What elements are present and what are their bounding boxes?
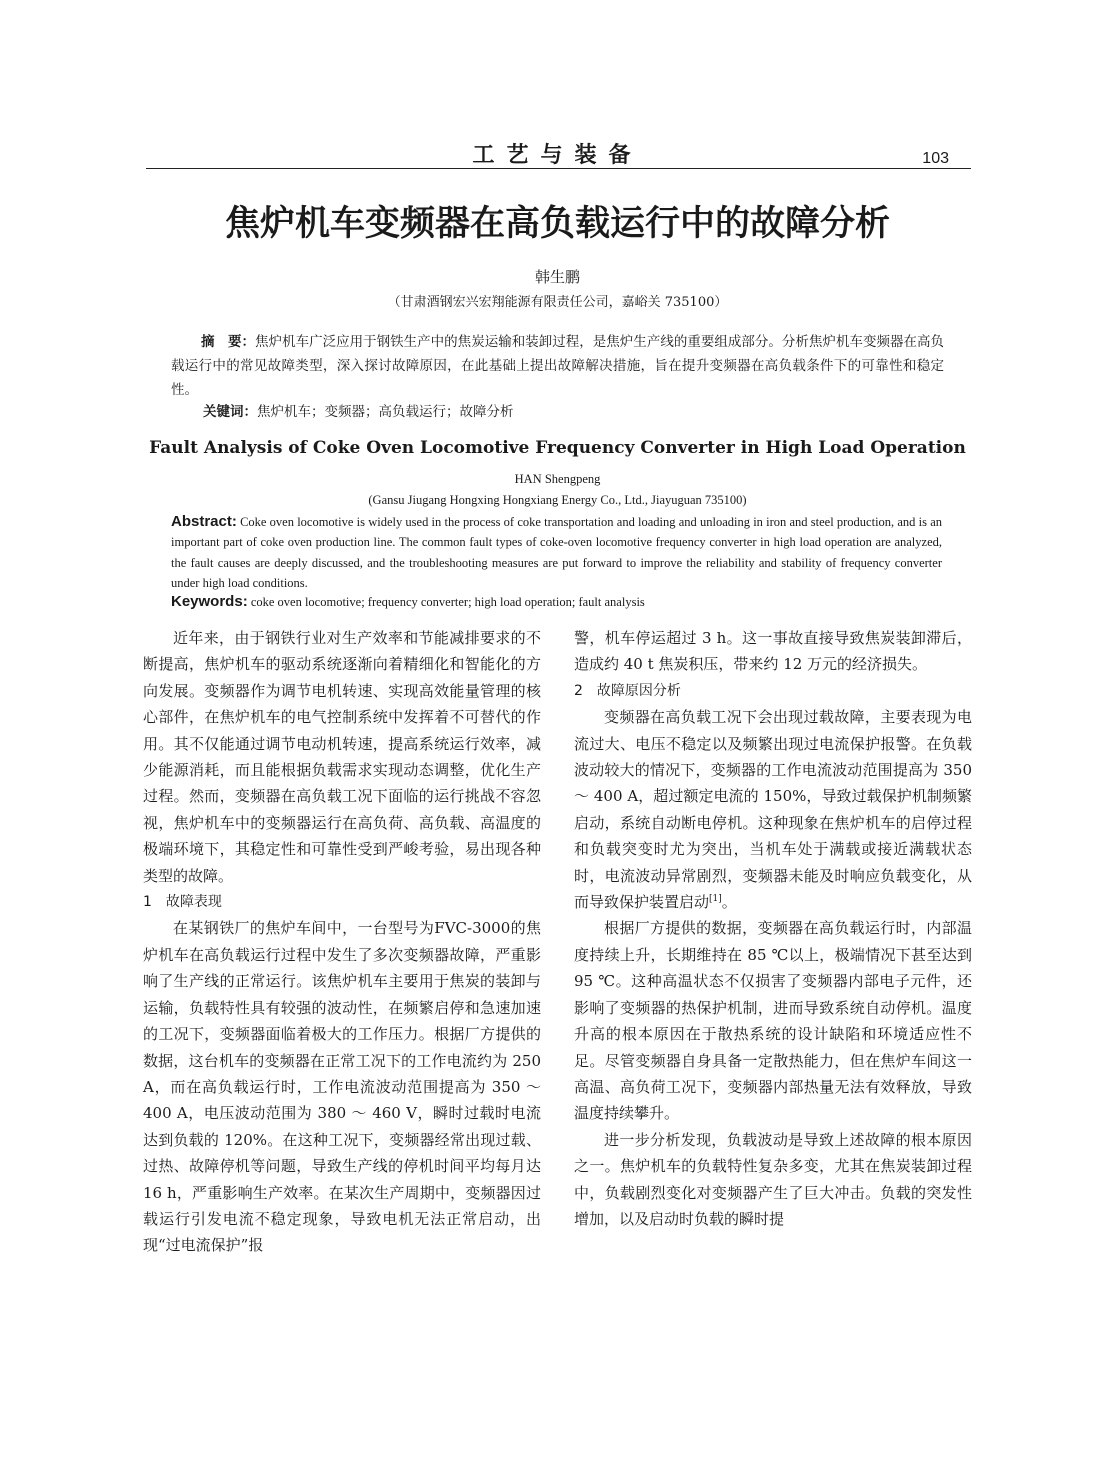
section-2-paragraph-2: 根据厂方提供的数据，变频器在高负载运行时，内部温度持续上升，长期维持在 85 ℃以上，极端情况下甚至达到 95 ℃。这种高温状态不仅损害了变频器内部电子元件，还影响了变频器的热保护机制，进而导致系统自动停机。温度升高的根本原因在于散热系统的设计缺陷和环境适应性不足。尽管变频器自身具备一定散热能力，但在焦炉车间这一高温、高负荷工况下，变频器内部热量无法有效释放，导致温度持续攀升。 [574, 919, 972, 1123]
english-affiliation: (Gansu Jiugang Hongxing Hongxiang Energy Co., Ltd., Jiayuguan 735100) [368, 493, 747, 507]
english-author: HAN Shengpeng [514, 472, 601, 486]
abstract-cn-text: 焦炉机车广泛应用于钢铁生产中的焦炭运输和装卸过程，是焦炉生产线的重要组成部分。分析焦炉机车变频器在高负载运行中的常见故障类型，深入探讨故障原因，在此基础上提出故障解决措施，旨在提升变频器在高负载条件下的可靠性和稳定性。 [171, 334, 945, 398]
section-1-paragraph: 在某钢铁厂的焦炉车间中，一台型号为FVC-3000的焦炉机车在高负载运行过程中发生了多次变频器故障，严重影响了生产线的正常运行。该焦炉机车主要用于焦炭的装卸与运输，负载特性具有较强的波动性，在频繁启停和急速加速的工况下，变频器面临着极大的工作压力。根据厂方提供的数据，这台机车的变频器在正常工况下的工作电流约为 250 A，而在高负载运行时，工作电流波动范围提高为 350 ～ 400 A，电压波动范围为 380 ～ 460 V，瞬时过载时电流达到负载的 120%。在这种工况下，变频器经常出现过载、过热、故障停机等问题，导致生产线的停机时间平均每月达 16 h，严重影响生产效率。在某次生产周期中，变频器因过载运行引发电流不稳定现象，导致电机无法正常启动，出现“过电流保护”报 [143, 919, 541, 1255]
section-2-paragraph-1 [574, 704, 972, 915]
section-1-heading: 1 故障表现 [143, 894, 222, 911]
header-section-name: 工艺与装备 [472, 143, 643, 168]
abstract-en [171, 512, 942, 593]
section-2-paragraph-1-end: 。 [721, 893, 737, 912]
page-number: 103 [922, 150, 949, 167]
author-affiliation: （甘肃酒钢宏兴宏翔能源有限责任公司，嘉峪关 735100） [387, 295, 728, 310]
abstract-cn-label: 摘 要： [201, 334, 256, 350]
section-2-heading: 2 故障原因分析 [574, 682, 681, 699]
body-column-right [574, 625, 972, 1232]
keywords-cn-text: 焦炉机车；变频器；高负载运行；故障分析 [257, 404, 514, 420]
keywords-en-text: coke oven locomotive; frequency converter; high load operation; fault analysis [250, 595, 645, 609]
section-2-paragraph-1-text: 变频器在高负载工况下会出现过载故障，主要表现为电流过大、电压不稳定以及频繁出现过电流保护报警。在负载波动较大的情况下，变频器的工作电流波动范围提高为 350 ～ 400 A，超过额定电流的 150%，导致过载保护机制频繁启动，系统自动断电停机。这种现象在焦炉机车的启停过程和负载突变时尤为突出，当机车处于满载或接近满载状态时，电流波动异常剧烈，变频器未能及时响应负载变化，从而导致保护装置启动 [574, 708, 972, 912]
keywords-cn [203, 402, 514, 422]
abstract-cn [171, 330, 944, 402]
keywords-en-label: Keywords: [171, 593, 248, 610]
english-title: Fault Analysis of Coke Oven Locomotive Frequency Converter in High Load Operation [149, 438, 966, 458]
section-1-paragraph-continued: 警，机车停运超过 3 h。这一事故直接导致焦炭装卸滞后，造成约 40 t 焦炭积压，带来约 12 万元的经济损失。 [574, 629, 972, 674]
citation-ref-1: [1] [709, 894, 722, 905]
keywords-en [171, 592, 645, 612]
body-column-left [143, 625, 541, 1259]
abstract-en-label: Abstract: [171, 513, 237, 530]
intro-paragraph: 近年来，由于钢铁行业对生产效率和节能减排要求的不断提高，焦炉机车的驱动系统逐渐向着精细化和智能化的方向发展。变频器作为调节电机转速、实现高效能量管理的核心部件，在焦炉机车的电气控制系统中发挥着不可替代的作用。其不仅能通过调节电动机转速，提高系统运行效率，减少能源消耗，而且能根据负载需求实现动态调整，优化生产过程。然而，变频器在高负载工况下面临的运行挑战不容忽视，焦炉机车中的变频器运行在高负荷、高负载、高温度的极端环境下，其稳定性和可靠性受到严峻考验，易出现各种类型的故障。 [143, 629, 541, 885]
running-header [0, 136, 1115, 170]
header-divider [146, 168, 971, 169]
abstract-en-text: Coke oven locomotive is widely used in the process of coke transportation and loading and unloading in iron and steel production, and is an important part of coke oven production line. The common fault types of coke-oven locomotive frequency converter in high load operation are analyzed, the fault causes are deeply discussed, and the troubleshooting measures are put forward to improve the reliability and stability of frequency converter under high load conditions. [171, 515, 942, 590]
keywords-cn-label: 关键词： [203, 404, 257, 420]
section-2-paragraph-3: 进一步分析发现，负载波动是导致上述故障的根本原因之一。焦炉机车的负载特性复杂多变，尤其在焦炭装卸过程中，负载剧烈变化对变频器产生了巨大冲击。负载的突发性增加，以及启动时负载的瞬时提 [574, 1130, 972, 1228]
author-name: 韩生鹏 [534, 268, 580, 286]
paper-title: 焦炉机车变频器在高负载运行中的故障分析 [224, 204, 890, 244]
